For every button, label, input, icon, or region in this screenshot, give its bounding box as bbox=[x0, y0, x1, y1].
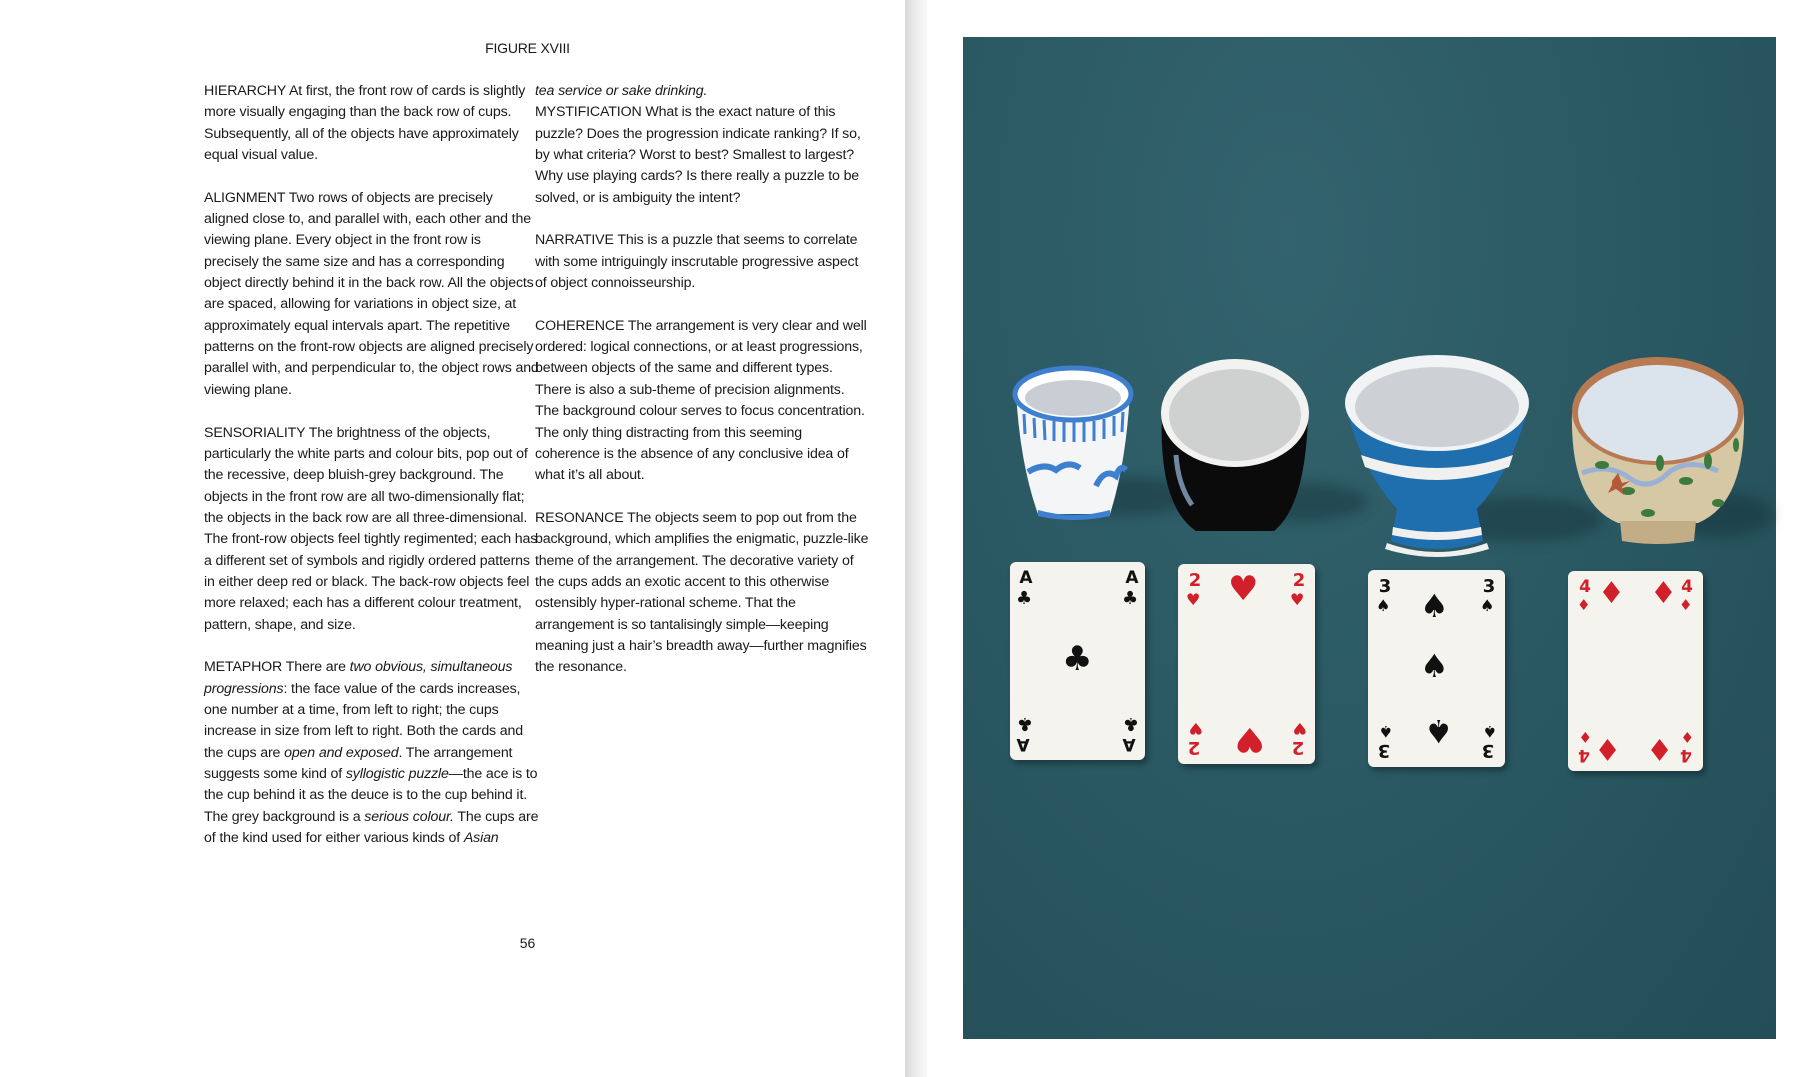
heart-icon: ♥ bbox=[1188, 719, 1203, 738]
para-heading: COHERENCE bbox=[535, 317, 625, 334]
blue-white-cup-icon bbox=[1010, 364, 1135, 522]
card-rank: A bbox=[1125, 568, 1139, 588]
diamond-icon: ♦ bbox=[1598, 576, 1625, 611]
para-body: tea service or sake drinking. bbox=[535, 83, 708, 99]
paragraph-alignment bbox=[204, 188, 539, 401]
club-icon: ♣ bbox=[1122, 588, 1139, 609]
italic-phrase: two obvious, simultaneous progressions bbox=[204, 659, 513, 697]
card-rank: 3 bbox=[1482, 576, 1496, 597]
text-run: There are bbox=[285, 659, 350, 676]
para-heading: ALIGNMENT bbox=[204, 189, 286, 206]
card-rank: 3 bbox=[1481, 740, 1495, 761]
paragraph-sensoriality bbox=[204, 423, 539, 636]
card-bottom-indices bbox=[1178, 564, 1315, 764]
left-page bbox=[0, 0, 905, 1077]
heart-icon: ♥ bbox=[1186, 590, 1201, 609]
book-gutter bbox=[905, 0, 927, 1077]
text-run: . The arrangement suggests some kind of bbox=[204, 744, 513, 782]
paragraph-metaphor bbox=[204, 657, 539, 849]
text-column-right bbox=[535, 81, 870, 700]
paragraph-hierarchy bbox=[204, 81, 539, 166]
para-body: The objects seem to pop out from the background, which amplifies the enigmatic, puzzle-like theme of the arrangement. The decorative variety of the cups adds an exotic accent to this otherwise ostensibly hyper-rational scheme. That the arrangement is so tantalisingly simple—keeping meaning just a hair’s breadth away—further magnifies the resonance. bbox=[535, 509, 869, 676]
para-body: At first, the front row of cards is slightly more visually engaging than the back row of cups. Subsequently, all of the objects have approximately equal visual value. bbox=[204, 83, 526, 164]
diamond-icon: ♦ bbox=[1679, 596, 1693, 614]
card-rank: 4 bbox=[1681, 577, 1693, 597]
spade-icon: ♠ bbox=[1482, 722, 1497, 741]
blue-striped-cup-icon bbox=[1341, 351, 1533, 557]
paragraph-resonance bbox=[535, 508, 870, 679]
painting-figure bbox=[963, 37, 1776, 1039]
diamond-icon: ♦ bbox=[1578, 728, 1592, 746]
spade-icon: ♠ bbox=[1376, 596, 1391, 615]
para-heading: SENSORIALITY bbox=[204, 424, 306, 441]
italic-phrase: Asian bbox=[463, 830, 499, 847]
para-heading: MYSTIFICATION bbox=[535, 104, 642, 121]
club-icon: ♣ bbox=[1062, 639, 1093, 679]
diamond-icon: ♦ bbox=[1646, 731, 1673, 766]
heart-icon: ♥ bbox=[1234, 719, 1265, 759]
club-icon: ♣ bbox=[1016, 713, 1033, 734]
para-body: Two rows of objects are precisely aligned close to, and parallel with, each other and the viewing plane. Every object in the front row is precisely the same size and has a corresponding object directly behind it in the back row. All the objects are spaced, allowing for variations in object size, at approximately equal intervals apart. The repetitive patterns on the front-row objects are aligned precisely parallel with, and perpendicular to, the object rows and viewing plane. bbox=[204, 189, 539, 398]
page-number: 56 bbox=[519, 935, 536, 951]
card-rank: 3 bbox=[1377, 740, 1391, 761]
paragraph-continuation bbox=[535, 81, 870, 102]
card-rank: A bbox=[1019, 568, 1033, 588]
card-rank: A bbox=[1016, 734, 1030, 754]
figure-title: FIGURE XVIII bbox=[485, 40, 570, 56]
club-icon: ♣ bbox=[1016, 588, 1033, 609]
card-ace-of-clubs bbox=[1010, 562, 1145, 760]
para-heading: HIERARCHY bbox=[204, 83, 286, 99]
spade-icon: ♠ bbox=[1420, 587, 1449, 625]
para-heading: NARRATIVE bbox=[535, 232, 614, 249]
para-body: This is a puzzle that seems to correlate with some intriguingly inscrutable progressive aspect of object connoisseurship. bbox=[535, 232, 859, 292]
para-body bbox=[204, 659, 538, 846]
text-run: : the face value of the cards increases, one number at a time, from left to right; the cups increase in size from left to right. Both the cards and the cups are bbox=[204, 680, 524, 761]
card-rank: 4 bbox=[1579, 577, 1591, 597]
card-bottom-indices bbox=[1010, 562, 1145, 760]
card-rank: 2 bbox=[1188, 570, 1202, 591]
para-body: The arrangement is very clear and well ordered: logical connections, or at least progressions, between objects of the same and different types. There is also a sub-theme of precision alignments. The background colour serves to focus concentration. The only thing distracting from this seeming coherence is the absence of any conclusive idea of what it’s all about. bbox=[535, 317, 867, 484]
card-rank: A bbox=[1122, 734, 1136, 754]
card-rank: 2 bbox=[1187, 737, 1201, 758]
floral-cup-icon bbox=[1568, 353, 1748, 545]
heart-icon: ♥ bbox=[1292, 719, 1307, 738]
text-run: The cups are of the kind used for either various kinds of bbox=[204, 808, 539, 847]
para-heading: METAPHOR bbox=[204, 659, 283, 676]
diamond-icon: ♦ bbox=[1577, 596, 1591, 614]
card-rank: 2 bbox=[1292, 570, 1306, 591]
card-rank: 4 bbox=[1578, 745, 1590, 765]
paragraph-mystification bbox=[535, 102, 870, 209]
club-icon: ♣ bbox=[1122, 713, 1139, 734]
italic-phrase: serious colour. bbox=[364, 808, 454, 825]
heart-icon: ♥ bbox=[1228, 569, 1259, 609]
card-four-of-diamonds bbox=[1568, 571, 1703, 771]
card-bottom-indices bbox=[1568, 571, 1703, 771]
italic-phrase: syllogistic puzzle bbox=[345, 766, 449, 782]
spade-icon: ♠ bbox=[1378, 722, 1393, 741]
diamond-icon: ♦ bbox=[1680, 728, 1694, 746]
para-heading: RESONANCE bbox=[535, 509, 624, 526]
italic-phrase: open and exposed bbox=[284, 744, 399, 761]
card-three-of-spades bbox=[1368, 570, 1505, 767]
card-rank: 4 bbox=[1680, 745, 1692, 765]
card-bottom-indices bbox=[1368, 570, 1505, 767]
black-cup-icon bbox=[1156, 355, 1316, 535]
para-body: The brightness of the objects, particularly the white parts and colour bits, pop out of the recessive, deep bluish-grey background. The objects in the front row are all two-dimensionally flat; the objects in the back row are all three-dimensional. The front-row objects feel tightly regimented; each has a different set of symbols and rigidly ordered patterns in either deep red or black. The back-row objects feel more relaxed; each has a different colour treatment, pattern, shape, and size. bbox=[204, 424, 538, 633]
card-rank: 3 bbox=[1378, 576, 1392, 597]
para-body: What is the exact nature of this puzzle? Does the progression indicate ranking? If so, by what criteria? Worst to best? Smallest to largest? Why use playing cards? Is there really a puzzle to be solved, or is ambiguity the intent? bbox=[535, 104, 861, 206]
heart-icon: ♥ bbox=[1290, 590, 1305, 609]
diamond-icon: ♦ bbox=[1650, 576, 1677, 611]
text-column-left bbox=[204, 81, 539, 849]
card-two-of-hearts bbox=[1178, 564, 1315, 764]
spade-icon: ♠ bbox=[1424, 712, 1453, 750]
spade-icon: ♠ bbox=[1420, 647, 1449, 685]
spade-icon: ♠ bbox=[1480, 596, 1495, 615]
paragraph-narrative bbox=[535, 230, 870, 294]
paragraph-coherence bbox=[535, 316, 870, 487]
diamond-icon: ♦ bbox=[1594, 731, 1621, 766]
card-rank: 2 bbox=[1291, 737, 1305, 758]
text-run: —the ace is to the cup behind it as the deuce is to the cup behind it. The grey background is a bbox=[204, 766, 538, 825]
